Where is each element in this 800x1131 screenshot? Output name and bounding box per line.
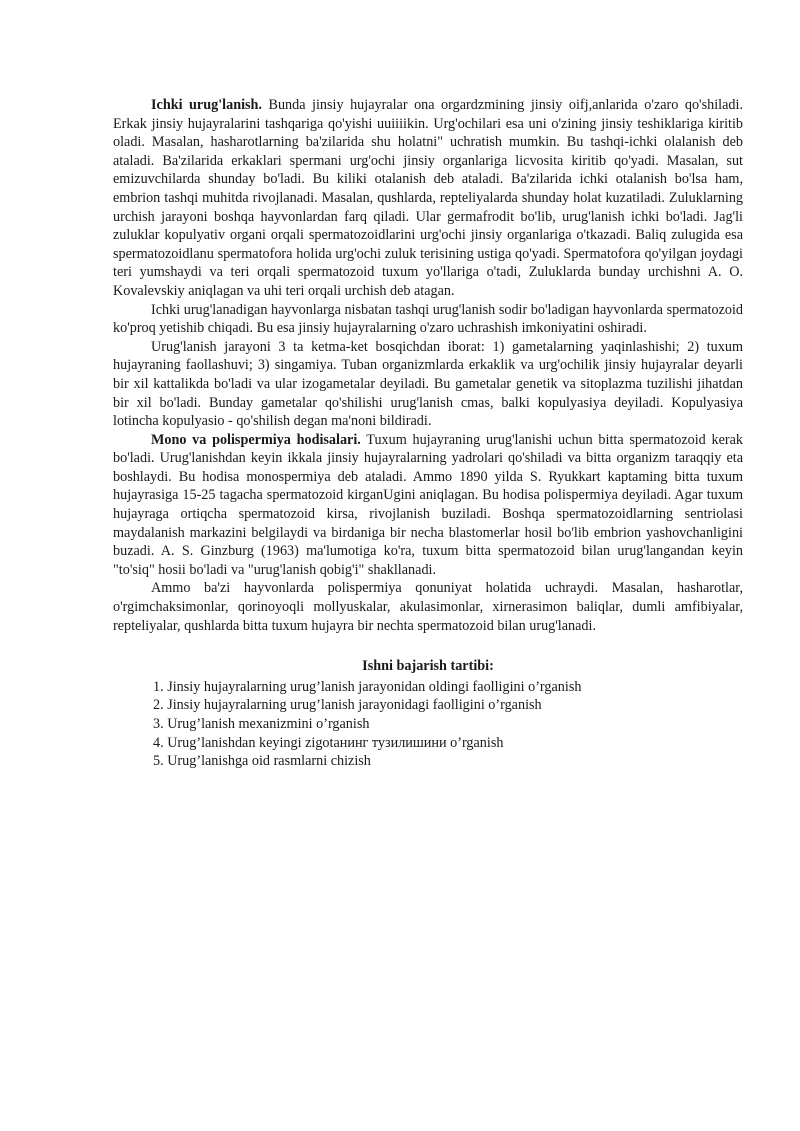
paragraph-text: Urug'lanish jarayoni 3 ta ketma-ket bosqichdan iborat: 1) gametalarning yaqinlashishi; 2) tuxum hujayraning faollashuvi; 3) singamiya. Tuban organizmlarda erkaklik va urg'ochilik jinsiy hujayralar deyarli bir xil kattalikda bo'ladi va ular izogametalar deyiladi. Bu gametalar genetik va sitoplazma tuzilishi jihatdan bir xil bo'ladi. Bunday gametalar qo'shilishi urug'lanish cmas, balki kopulyasiya deyiladi. Kopulyasiya lotincha kopulyasio - qo'shilish degan ma'noni bildiradi. — [113, 338, 743, 430]
paragraph-text: Tuxum hujayraning urug'lanishi uchun bitta spermatozoid kerak bo'ladi. Urug'lanishdan keyin ikkala jinsiy hujayralarning yadrolari qo'shiladi va bitta organizm taraqqiy eta boshlaydi. Bu hodisa monospermiya deb ataladi. Ammo 1890 yilda S. Ryukkart kaptaming bitta tuxum hujayrasiga 15-25 tagacha spermatozoid kirganUgini aniqlagan. Bu hodisa polispermiya deyiladi. Agar tuxum hujayraga ortiqcha spermatozoid kirsa, rivojlanish buziladi. Boshqa spermatozoidlarning sentriolasi maydalanish markazini belgilaydi va birdaniga bir necha blastomerlar hosil bo'lib embrion yashovchanligini buzadi. A. S. Ginzburg (1963) ma'lumotiga ko'ra, tuxum bitta spermatozoid bilan urug'langandan keyin "to'siq" hosii bo'ladi va "urug'lanish qobig'i" shakllanadi. — [113, 431, 743, 578]
paragraph-external-fertilization — [113, 301, 743, 338]
document-page — [113, 96, 743, 771]
paragraph-text: Ichki urug'lanadigan hayvonlarga nisbatan tashqi urug'lanish sodir bo'ladigan hayvonlarda spermatozoid ko'proq yetishib chiqadi. Bu esa jinsiy hujayralarning o'zaro uchrashish imkoniyatini oshiradi. — [113, 301, 743, 337]
paragraph-text: Bunda jinsiy hujayralar ona orgardzmining jinsiy oifj,anlarida o'zaro qo'shiladi. Erkak jinsiy hujayralarini tashqariga qo'yishi uuiiiikin. Urg'ochilari esa uni o'zining jinsiy teshiklariga kiritib oladi. Masalan, hasharotlarning ba'zilarida shu holatni" uchratish mumkin. Bu tashqi-ichki olalanish deb ataladi. Ba'zilarida erkaklari spermani urg'ochi jinsiy organlariga licvosita kiritib qo'yadi. Masalan, sut emizuvchilarda shunday bo'ladi. Bu kiliki otalanish deb ataladi. Ba'zilarida ichki otalanish bo'lsa ham, embrion tashqi muhitda rivojlanadi. Masalan, qushlarda, repteliyalarda shunday holat kuzatiladi. Zuluklarning urchish jarayoni boshqa hayvonlardan farq qiladi. Ular germafrodit bo'lib, urug'lanish ichki bo'ladi. Jag'li zuluklar kopulyativ organi orqali spermatozoidlarini urg'ochi jinsiy organlariga o'tkazadi. Baliq zulugida esa spermatozoidlanu spermatofora holida urg'ochi zuluk terisining ustiga qo'yadi. Spermatofora qo'yilgan joydagi teri yumshaydi va teri orqali spermatozoid tuxum yo'llariga o'tadi, Zuluklarda bunday urchishni A. O. Kovalevskiy aniqlagan va uhi teri orqali urchish deb atagan. — [113, 97, 743, 299]
paragraph-fertilization-stages — [113, 338, 743, 431]
list-item: 1. Jinsiy hujayralarning urug’lanish jarayonidan oldingi faolligini o’rganish — [153, 678, 582, 695]
list-item: 4. Urug’lanishdan keyingi zigotaнинг тузилишини o’rganish — [153, 734, 504, 751]
paragraph-title: Mono va polispermiya hodisalari. — [151, 431, 361, 448]
paragraph-text: Ammo ba'zi hayvonlarda polispermiya qonuniyat holatida uchraydi. Masalan, hasharotlar, o'rgimchaksimonlar, qorinoyoqli mollyuskalar, akulasimonlar, xirnerasimon baliqlar, dumli amfibiyalar, repteliyalar, qushlarda bitta tuxum hujayra bir nechta spermatozoid bilan urug'lanadi. — [113, 580, 743, 634]
list-item: 2. Jinsiy hujayralarning urug’lanish jarayonidagi faolligini o’rganish — [153, 697, 542, 714]
procedure-heading: Ishni bajarish tartibi: — [362, 658, 494, 675]
list-item: 3. Urug’lanish mexanizmini o’rganish — [153, 716, 370, 732]
procedure-steps-list — [113, 678, 743, 771]
list-item: 5. Urug’lanishga oid rasmlarni chizish — [153, 753, 371, 770]
paragraph-title: Ichki urug'lanish. — [151, 97, 262, 113]
paragraph-internal-fertilization — [113, 96, 743, 301]
paragraph-mono-polyspermy — [113, 431, 743, 580]
paragraph-polyspermy-animals — [113, 579, 743, 635]
